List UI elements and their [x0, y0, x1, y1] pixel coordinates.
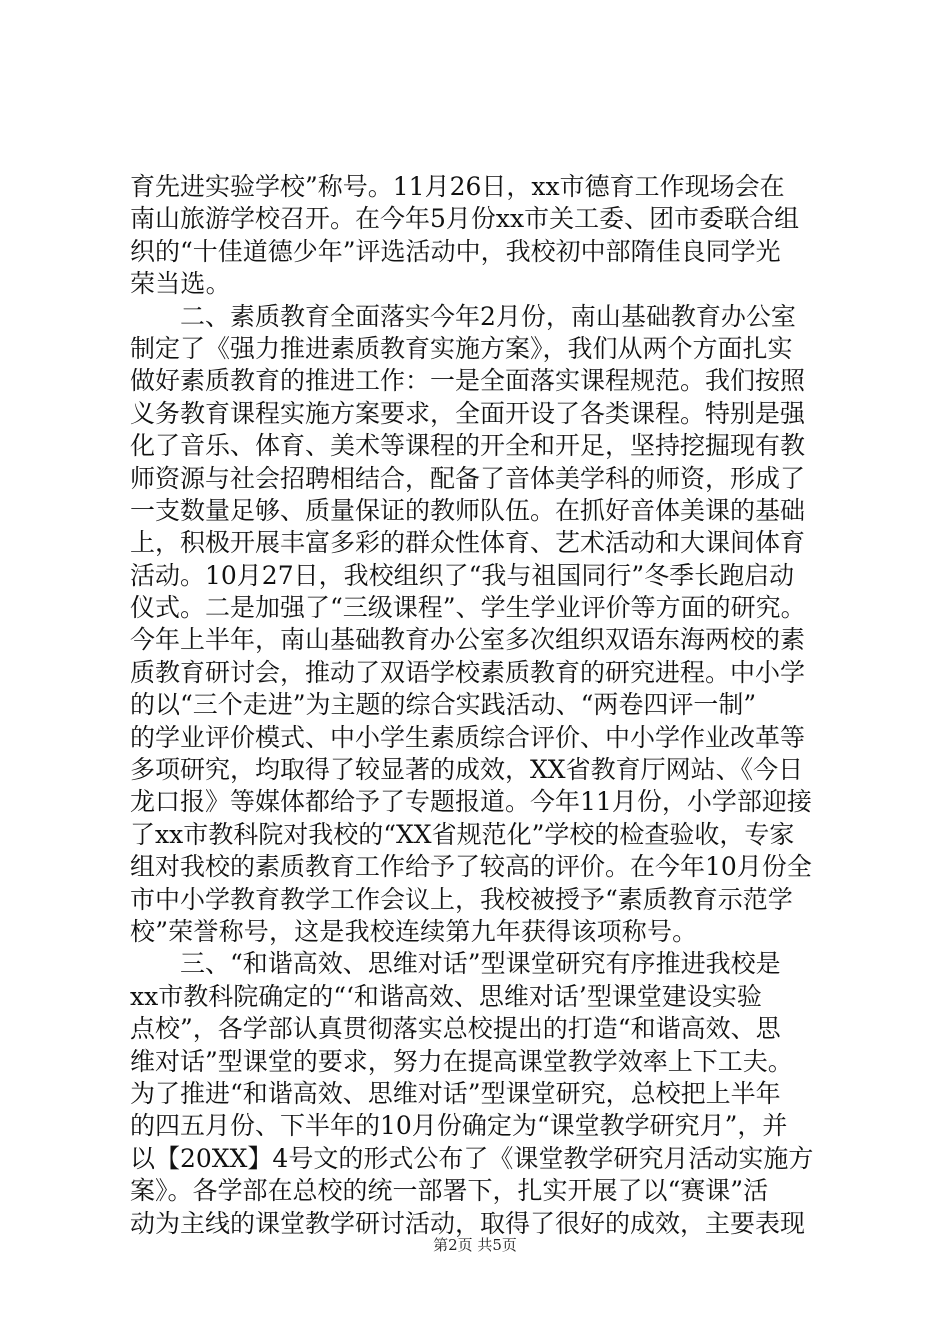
- text-line: 荣当选。: [130, 269, 231, 299]
- text-line: 活动。10月27日，我校组织了“我与祖国同行”冬季长跑启动: [130, 560, 795, 590]
- text-line: 南山旅游学校召开。在今年5月份xx市关工委、团市委联合组: [130, 204, 800, 234]
- text-line: 义务教育课程实施方案要求，全面开设了各类课程。特别是强: [130, 398, 806, 428]
- text-line: 仪式。二是加强了“三级课程”、学生学业评价等方面的研究。: [130, 593, 806, 623]
- text-line: 组对我校的素质教育工作给予了较高的评价。在今年10月份全: [130, 852, 812, 882]
- text-line: 化了音乐、体育、美术等课程的开全和开足，坚持挖掘现有教: [130, 431, 806, 461]
- text-line: 育先进实验学校”称号。11月26日，xx市德育工作现场会在: [130, 172, 785, 201]
- text-line: 织的“十佳道德少年”评选活动中，我校初中部隋佳良同学光: [130, 236, 781, 266]
- text-line: 龙口报》等媒体都给予了专题报道。今年11月份，小学部迎接: [130, 787, 812, 817]
- text-line: 了xx市教科院对我校的“XX省规范化”学校的检查验收，专家: [130, 819, 795, 849]
- document-body: [130, 171, 830, 1240]
- text-line: 案》。各学部在总校的统一部署下，扎实开展了以“赛课”活: [130, 1176, 769, 1206]
- text-line: 多项研究，均取得了较显著的成效，XX省教育厅网站、《今日: [130, 755, 804, 785]
- text-line: 制定了《强力推进素质教育实施方案》，我们从两个方面扎实: [130, 333, 793, 363]
- text-line: 的四五月份、下半年的10月份确定为“课堂教学研究月”，并: [130, 1111, 788, 1141]
- text-line: 的学业评价模式、中小学生素质综合评价、中小学作业改革等: [130, 722, 806, 752]
- text-line: 三、“和谐高效、思维对话”型课堂研究有序推进我校是: [130, 949, 781, 979]
- text-line: 维对话”型课堂的要求，努力在提高课堂教学效率上下工夫。: [130, 1046, 793, 1076]
- text-line: 质教育研讨会，推动了双语学校素质教育的研究进程。中小学: [130, 657, 806, 687]
- text-line: 为了推进“和谐高效、思维对话”型课堂研究，总校把上半年: [130, 1078, 781, 1108]
- text-line: 市中小学教育教学工作会议上，我校被授予“素质教育示范学: [130, 884, 793, 914]
- text-line: 以【20XX】4号文的形式公布了《课堂教学研究月活动实施方: [130, 1143, 814, 1173]
- text-line: 师资源与社会招聘相结合，配备了音体美学科的师资，形成了: [130, 463, 806, 493]
- text-line: 做好素质教育的推进工作：一是全面落实课程规范。我们按照: [130, 366, 806, 396]
- text-line: 的以“三个走进”为主题的综合实践活动、“两卷四评一制”: [130, 690, 757, 720]
- text-line: 今年上半年，南山基础教育办公室多次组织双语东海两校的素: [130, 625, 806, 655]
- text-line: 点校”，各学部认真贯彻落实总校提出的打造“和谐高效、思: [130, 1014, 781, 1044]
- text-line: 上，积极开展丰富多彩的群众性体育、艺术活动和大课间体育: [130, 528, 806, 558]
- text-line: 校”荣誉称号，这是我校连续第九年获得该项称号。: [130, 916, 698, 946]
- text-line: 二、素质教育全面落实今年2月份，南山基础教育办公室: [130, 301, 796, 331]
- page-footer: 第2页 共5页: [433, 1236, 517, 1254]
- text-line: 一支数量足够、质量保证的教师队伍。在抓好音体美课的基础: [130, 495, 806, 525]
- text-line: 动为主线的课堂教学研讨活动，取得了很好的成效，主要表现: [130, 1208, 806, 1238]
- text-line: xx市教科院确定的“‘和谐高效、思维对话’型课堂建设实验: [130, 981, 762, 1011]
